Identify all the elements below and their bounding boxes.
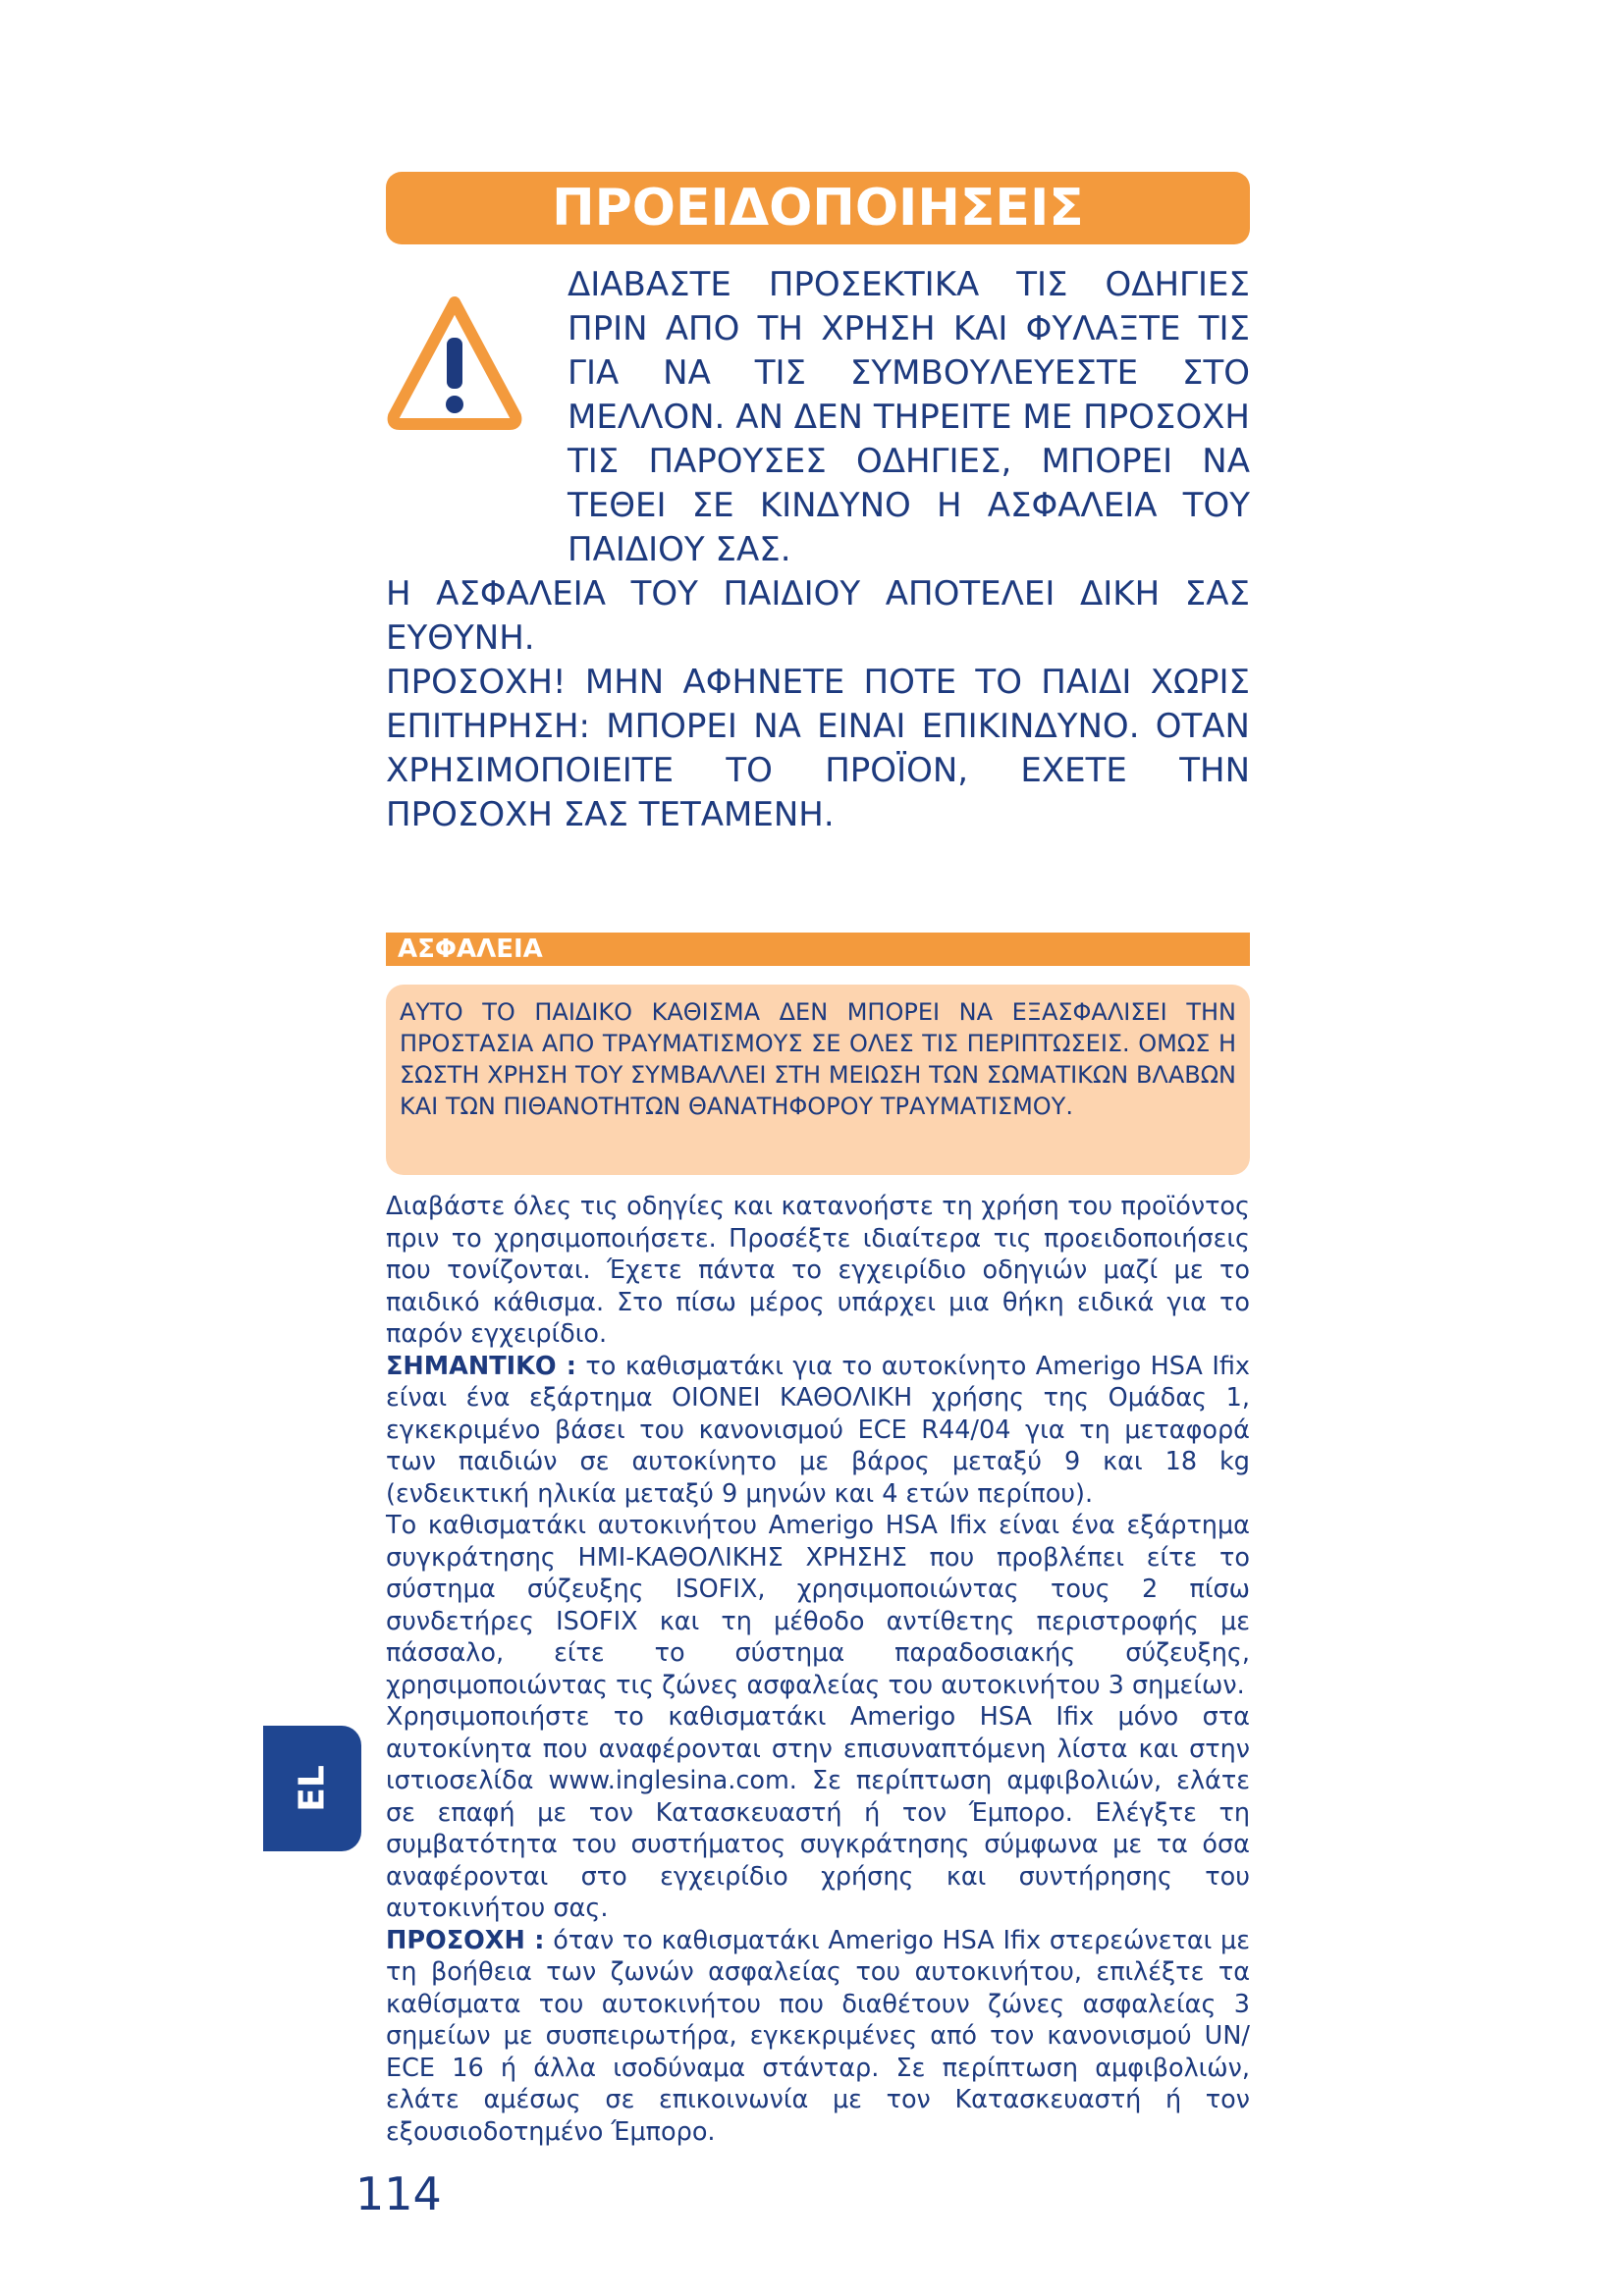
body-paragraph-3: Το καθισματάκι αυτοκινήτου Amerigo HSA Ifix είναι ένα εξάρτημα συγκράτησης ΗΜΙ-ΚΑΘΟΛΙΚΗΣ ΧΡΗΣΗΣ που προβλέπει είτε το σύστημα σύζευξης ISOFIX, χρησιμοποιώντας τους 2 πίσω συνδετήρες ISOFIX και τη μέθοδο αντίθετης περιστροφής με πάσσαλο, είτε το σύστημα παραδοσιακής σύζευξης, χρησιμοποιώντας τις ζώνες ασφαλείας του αυτοκινήτου 3 σημείων. (386, 1511, 1250, 1700)
language-tab: EL (263, 1726, 361, 1851)
body-paragraph-4: Χρησιμοποιήστε το καθισματάκι Amerigo HSA Ifix μόνο στα αυτοκίνητα που αναφέρονται στην επισυναπτόμενη λίστα και στην ιστιοσελίδα www.inglesina.com. Σε περίπτωση αμφιβολιών, ελάτε σε επαφή με τον Κατασκευαστή ή τον Έμπορο. Ελέγξτε τη συμβατότητα του συστήματος συγκράτησης σύμφωνα με τα όσα αναφέρονται στο εγχειρίδιο χρήσης και συντήρησης του αυτοκινήτου σας. (386, 1702, 1250, 1923)
body-paragraph-5: ΠΡΟΣΟΧΗ : όταν το καθισματάκι Amerigo HSA Ifix στερεώνεται με τη βοήθεια των ζωνών ασφαλείας του αυτοκινήτου, επιλέξτε τα καθίσματα του αυτοκινήτου που διαθέτουν ζώνες ασφαλείας 3 σημείων με συσπειρωτήρα, εγκεκριμένες από τον κανονισμού UN/ ECE 16 ή άλλα ισοδύναμα στάνταρ. Σε περίπτωση αμφιβολιών, ελάτε αμέσως σε επικοινωνία με τον Κατασκευαστή ή τον εξουσιοδοτημένο Έμπορο. (386, 1925, 1250, 2147)
body-paragraph-2: ΣΗΜΑΝΤΙΚΟ : το καθισματάκι για το αυτοκίνητο Amerigo HSA Ifix είναι ένα εξάρτημα ΟΙΟΝΕΙ ΚΑΘΟΛΙΚΗ χρήσης της Ομάδας 1, εγκεκριμένο βάσει του κανονισμού ECE R44/04 για τη μεταφορά των παιδιών σε αυτοκίνητο με βάρος μεταξύ 9 και 18 kg (ενδεικτική ηλικία μεταξύ 9 μηνών και 4 ετών περίπου). (386, 1351, 1250, 1509)
intro-paragraph-2: Η ΑΣΦΑΛΕΙΑ ΤΟΥ ΠΑΙΔΙΟΥ ΑΠΟΤΕΛΕΙ ΔΙΚΗ ΣΑΣ ΕΥΘΥΝΗ. (386, 574, 1250, 658)
section-heading-safety: ΑΣΦΑΛΕΙΑ (386, 933, 1250, 966)
intro-warnings (386, 263, 1250, 837)
important-label: ΣΗΜΑΝΤΙΚΟ : (386, 1351, 576, 1381)
intro-paragraph-1: ΔΙΑΒΑΣΤΕ ΠΡΟΣΕΚΤΙΚΑ ΤΙΣ ΟΔΗΓΙΕΣ ΠΡΙΝ ΑΠΟ ΤΗ ΧΡΗΣΗ ΚΑΙ ΦΥΛΑΞΤΕ ΤΙΣ ΓΙΑ ΝΑ ΤΙΣ ΣΥΜΒΟΥΛΕΥΕΣΤΕ ΣΤΟ ΜΕΛΛΟΝ. ΑΝ ΔΕΝ ΤΗΡΕΙΤΕ ΜΕ ΠΡΟΣΟΧΗ ΤΙΣ ΠΑΡΟΥΣΕΣ ΟΔΗΓΙΕΣ, ΜΠΟΡΕΙ ΝΑ ΤΕΘΕΙ ΣΕ ΚΙΝΔΥΝΟ Η ΑΣΦΑΛΕΙΑ ΤΟΥ ΠΑΙΔΙΟΥ ΣΑΣ. (568, 265, 1250, 569)
intro-paragraph-3: ΠΡΟΣΟΧΗ! ΜΗΝ ΑΦΗΝΕΤΕ ΠΟΤΕ ΤΟ ΠΑΙΔΙ ΧΩΡΙΣ ΕΠΙΤΗΡΗΣΗ: ΜΠΟΡΕΙ ΝΑ ΕΙΝΑΙ ΕΠΙΚΙΝΔΥΝΟ. ΟΤΑΝ ΧΡΗΣΙΜΟΠΟΙΕΙΤΕ ΤΟ ΠΡΟΪΟΝ, ΕΧΕΤΕ ΤΗΝ ΠΡΟΣΟΧΗ ΣΑΣ ΤΕΤΑΜΕΝΗ. (386, 663, 1250, 834)
page-number: 114 (355, 2167, 442, 2220)
body-text (386, 1191, 1250, 2148)
body-paragraph-1: Διαβάστε όλες τις οδηγίες και κατανοήστε τη χρήση του προϊόντος πριν το χρησιμοποιήσετε. Προσέξτε ιδιαίτερα τις προειδοποιήσεις που τονίζονται. Έχετε πάντα το εγχειρίδιο οδηγιών μαζί με το παιδικό κάθισμα. Στο πίσω μέρος υπάρχει μια θήκη ειδικά για το παρόν εγχειρίδιο. (386, 1192, 1250, 1349)
caution-label: ΠΡΟΣΟΧΗ : (386, 1925, 545, 1955)
page-title: ΠΡΟΕΙΔΟΠΟΙΗΣΕΙΣ (386, 172, 1250, 244)
safety-notice: ΑΥΤΟ ΤΟ ΠΑΙΔΙΚΟ ΚΑΘΙΣΜΑ ΔΕΝ ΜΠΟΡΕΙ ΝΑ ΕΞΑΣΦΑΛΙΣΕΙ ΤΗΝ ΠΡΟΣΤΑΣΙΑ ΑΠΟ ΤΡΑΥΜΑΤΙΣΜΟΥΣ ΣΕ ΟΛΕΣ ΤΙΣ ΠΕΡΙΠΤΩΣΕΙΣ. ΟΜΩΣ Η ΣΩΣΤΗ ΧΡΗΣΗ ΤΟΥ ΣΥΜΒΑΛΛΕΙ ΣΤΗ ΜΕΙΩΣΗ ΤΩΝ ΣΩΜΑΤΙΚΩΝ ΒΛΑΒΩΝ ΚΑΙ ΤΩΝ ΠΙΘΑΝΟΤΗΤΩΝ ΘΑΝΑΤΗΦΟΡΟΥ ΤΡΑΥΜΑΤΙΣΜΟΥ. (386, 985, 1250, 1175)
